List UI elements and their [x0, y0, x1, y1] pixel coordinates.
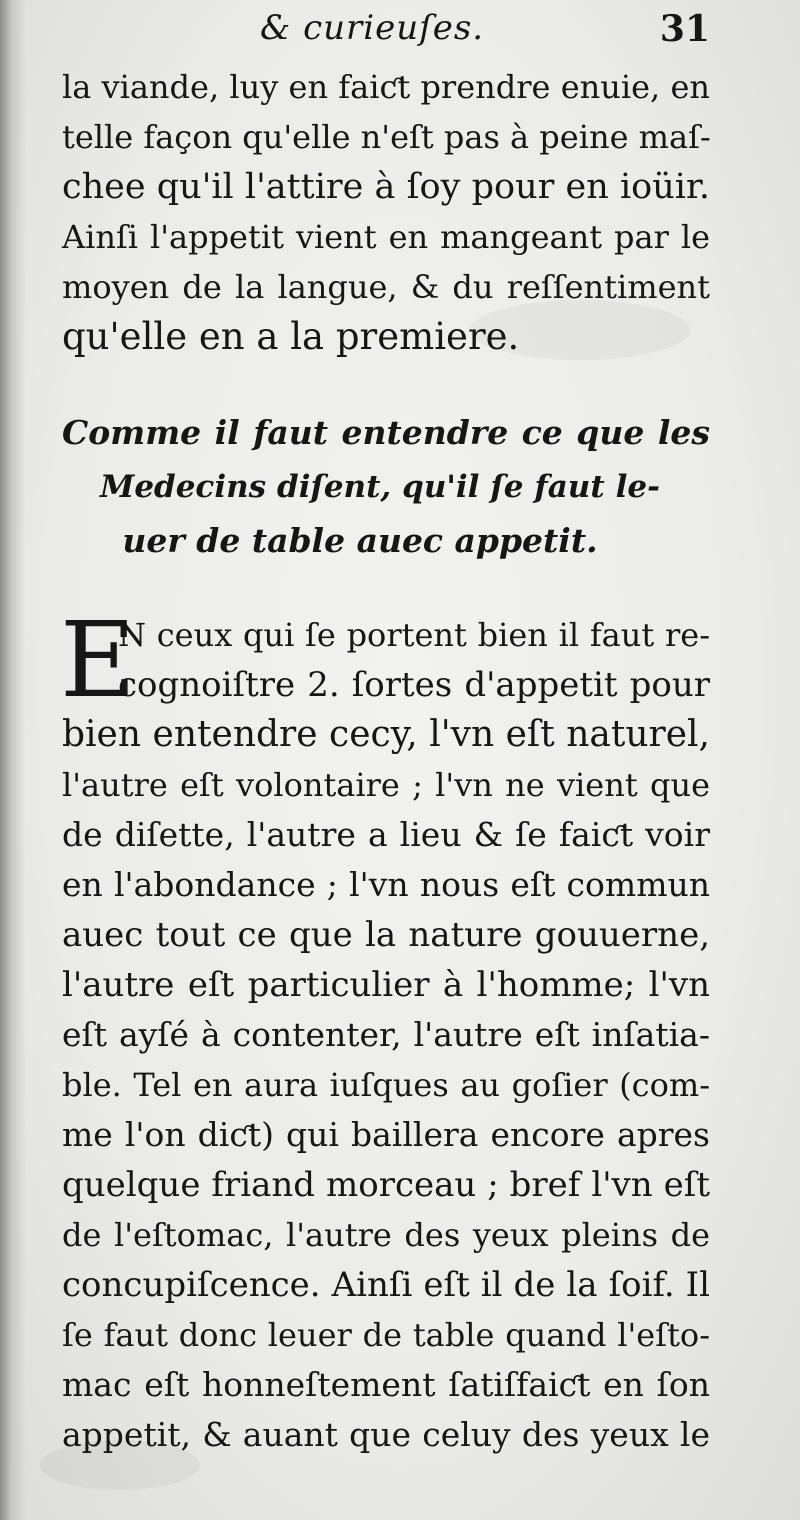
text-line: ble. Tel en aura iuſques au goſier (com- [62, 1066, 710, 1104]
running-head-title: & curieuſes. [260, 8, 485, 48]
text-line: l'autre eſt particulier à l'homme; l'vn [62, 965, 710, 1005]
section-heading-line: uer de table auec appetit. [122, 521, 598, 560]
text-line: auec tout ce que la nature gouuerne, [62, 915, 710, 955]
text-line: l'autre eſt volontaire ; l'vn ne vient que [62, 766, 710, 804]
text-line: N ceux qui ſe portent bien il faut re- [118, 616, 710, 654]
text-line: quelque friand morceau ; bref l'vn eſt [62, 1165, 710, 1205]
section-heading-line: Medecins diſent, qu'il ſe faut le- [100, 469, 660, 505]
text-line: qu'elle en a la premiere. [62, 315, 520, 358]
text-line: appetit, & auant que celuy des yeux le [62, 1415, 710, 1454]
text-line: concupiſcence. Ainſi eſt il de la ſoif. Il [62, 1265, 710, 1305]
drop-cap: E [60, 599, 136, 721]
text-line: mac eſt honneſtement ſatiſfaiƈt en ſon [62, 1365, 710, 1404]
text-line: telle façon qu'elle n'eſt pas à peine maſ- [62, 118, 711, 156]
text-line: bien entendre cecy, l'vn eſt naturel, [62, 714, 710, 755]
section-heading-line: Comme il faut entendre ce que les [62, 413, 710, 452]
text-line: eſt ayſé à contenter, l'autre eſt inſatia- [62, 1015, 710, 1054]
text-line: Ainſi l'appetit vient en mangeant par le [62, 218, 710, 256]
text-line: en l'abondance ; l'vn nous eſt commun [62, 865, 710, 904]
running-head [60, 8, 710, 54]
text-line: ſe faut donc leuer de table quand l'eſto- [62, 1316, 710, 1354]
text-line: de l'eſtomac, l'autre des yeux pleins de [62, 1216, 710, 1254]
gutter-shadow [0, 0, 26, 1520]
text-line: de diſette, l'autre a lieu & ſe faiƈt voir [62, 815, 710, 854]
text-line: moyen de la langue, & du reſſentiment [62, 268, 710, 306]
text-line: cognoiſtre 2. ſortes d'appetit pour [118, 665, 710, 705]
text-line: la viande, luy en faiƈt prendre enuie, en [62, 68, 710, 106]
text-line: me l'on diƈt) qui baillera encore apres [62, 1115, 710, 1154]
page-number: 31 [659, 8, 710, 50]
text-line: chee qu'il l'attire à ſoy pour en ioüir. [62, 167, 710, 207]
